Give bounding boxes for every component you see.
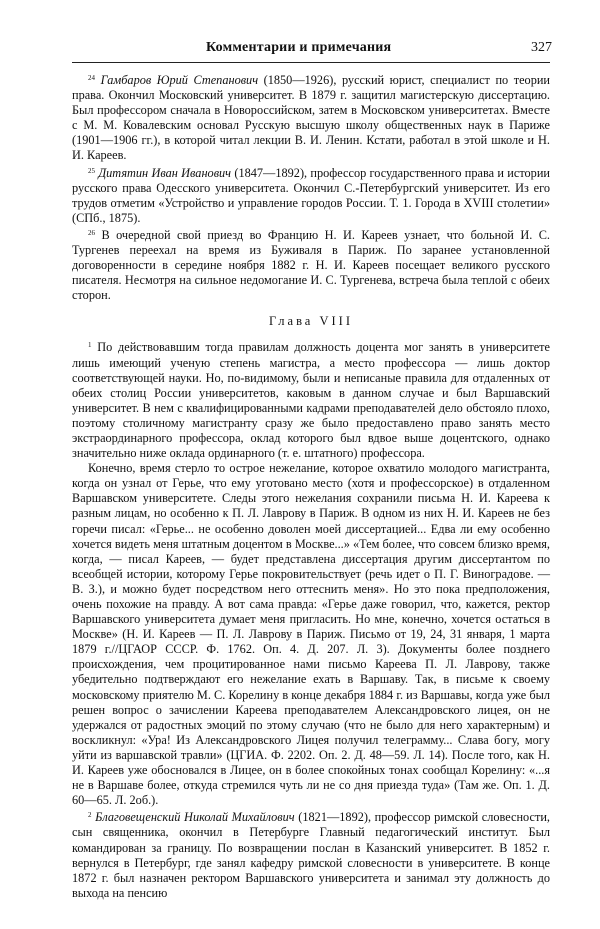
note-person-name: Гамбаров Юрий Степанович — [100, 73, 259, 87]
note-number: 25 — [88, 166, 95, 175]
note-number: 1 — [88, 341, 92, 350]
page-number: 327 — [531, 40, 552, 55]
chapter-note-1-continuation — [72, 461, 550, 808]
note-text: (1821—1892), профессор римской словесности, сын священника, окончил в Петербурге Главный педагогический институт. Был командирован за границу. По возвращении послан в Казанский университет. В 1852 г. вернулся в Петербург, где занял кафедру римской словесности в университете. В конце 1872 г. был назначен ректором Варшавского университета и занимал эту должность до выхода на пенсию — [72, 810, 550, 900]
running-title: Комментарии и примечания — [206, 40, 392, 55]
note-text: В очередной свой приезд во Францию Н. И. Кареев узнает, что больной И. С. Тургенев переехал на время из Буживаля в Париж. По заранее установленной договоренности в середине ноября 1882 г. Н. И. Кареев посещает великого русского писателя. Несмотря на сильное недомогание И. С. Тургенева, встреча была теплой с обеих сторон. — [72, 227, 550, 303]
note-number: 26 — [88, 228, 95, 237]
page-header — [72, 40, 552, 60]
note-24 — [72, 71, 550, 164]
note-number: 2 — [88, 811, 92, 820]
note-text: По действовавшим тогда правилам должность доцента мог занять в университете лишь имеющий ученую степень магистра, а место профессора — лишь доктор соответствующей науки. Но, по-видимому, были и неписаные правила для отдаленных от обеих столиц России университетов, каковым в данном случае и был Варшавский университет. В нем с квалифицированными кадрами преподавателей дело обстояло плохо, поэтому столичному магистранту сразу же было предоставлено право занять место экстраординарного профессора, оклад которого был вдвое выше доцентского, однако значительно ниже оклада ординарного (т. е. штатного) профессора. — [72, 340, 550, 461]
note-text: (1847—1892), профессор государственного права и истории русского права Одесского университета. Окончил С.-Петербургский университет. Из его трудов отметим «Устройство и управление городов России. Т. 1. Города в XVIII столетии» (СПб., 1875). — [72, 165, 550, 225]
note-person-name: Дитятин Иван Иванович — [98, 165, 232, 180]
page-body — [72, 71, 550, 901]
chapter-heading: Глава VIII — [269, 314, 353, 329]
note-person-name: Благовещенский Николай Михайлович — [95, 810, 295, 825]
note-number: 24 — [88, 74, 95, 82]
chapter-note-2 — [72, 808, 550, 901]
note-text: Конечно, время стерло то острое нежелание, которое охватило молодого магистранта, когда он узнал от Герье, что ему уготовано место (хотя и профессорское) в отдаленном Варшавском университете. Следы этого нежелания сохранили письма Н. И. Кареева к разным лицам, но особенно к П. Л. Лаврову в Париж. В одном из них Н. И. Кареев не без горечи писал: «Герье... не особенно доволен моей диссертацией... Едва ли ему особенно хочется видеть меня штатным доцентом в Москве...» «Тем более, что совсем близко время, когда, — писал Кареев, — будет представлена диссертация другим диссертантом по всеобщей истории, которому Герье покровительствует (речь идет о П. Г. Виноградове. — В. З.), и можно будет посредством него оттеснить меня». Но это пока предположения, очень похожие на правду. А вот сама правда: «Герье даже говорил, что, кажется, ректор Варшавского университета думает меня пригласить. Но мне, конечно, хочется остаться в Москве» (Н. И. Кареев — П. Л. Лаврову в Париж. Письмо от 19, 24, 31 января, 1 марта 1879 г.//ЦГАОР СССР. Ф. 1762. Оп. 4. Д. 207. Л. 3). Документы более позднего происхождения, чем процитированное нами письмо Кареева П. Л. Лаврову, также убедительно подтверждают его нежелание ехать в Варшаву. Так, в письме к своему московскому приятелю М. С. Корелину в конце декабря 1884 г. из Варшавы, когда уже был решен вопрос о зачислении Кареева преподавателем Александровского лицея, он не удержался от радостных эмоций по этому случаю (что не было для него характерным) и воскликнул: «Ура! Из Александровского Лицея получил телеграмму... Слава богу, могу уйти из варшавской травли» (ЦГИА. Ф. 2202. Оп. 2. Д. 48—59. Л. 14). После того, как Н. И. Кареев уже обосновался в Лицее, он в более спокойных тонах сообщал Корелину: «...я не в Варшаве более, откуда стремился чуть ли не со дня приезда туда» (Там же. Оп. 1. Д. 60—65. Л. 2об.). — [72, 461, 550, 808]
note-text: (1850—1926), русский юрист, специалист по теории права. Окончил Московский университет. В 1879 г. защитил магистерскую диссертацию. Был профессором сначала в Новороссийском, затем в Московском университетах. Вместе с М. М. Ковалевским основал Русскую высшую школу общественных наук в Париже (1901—1906 гг.), в которой читал лекции В. И. Ленин. Кстати, работал в этой школе и Н. И. Кареев. — [72, 73, 551, 163]
note-25 — [72, 164, 550, 226]
header-rule — [72, 62, 550, 63]
note-26 — [72, 226, 550, 303]
chapter-note-1 — [72, 338, 550, 461]
